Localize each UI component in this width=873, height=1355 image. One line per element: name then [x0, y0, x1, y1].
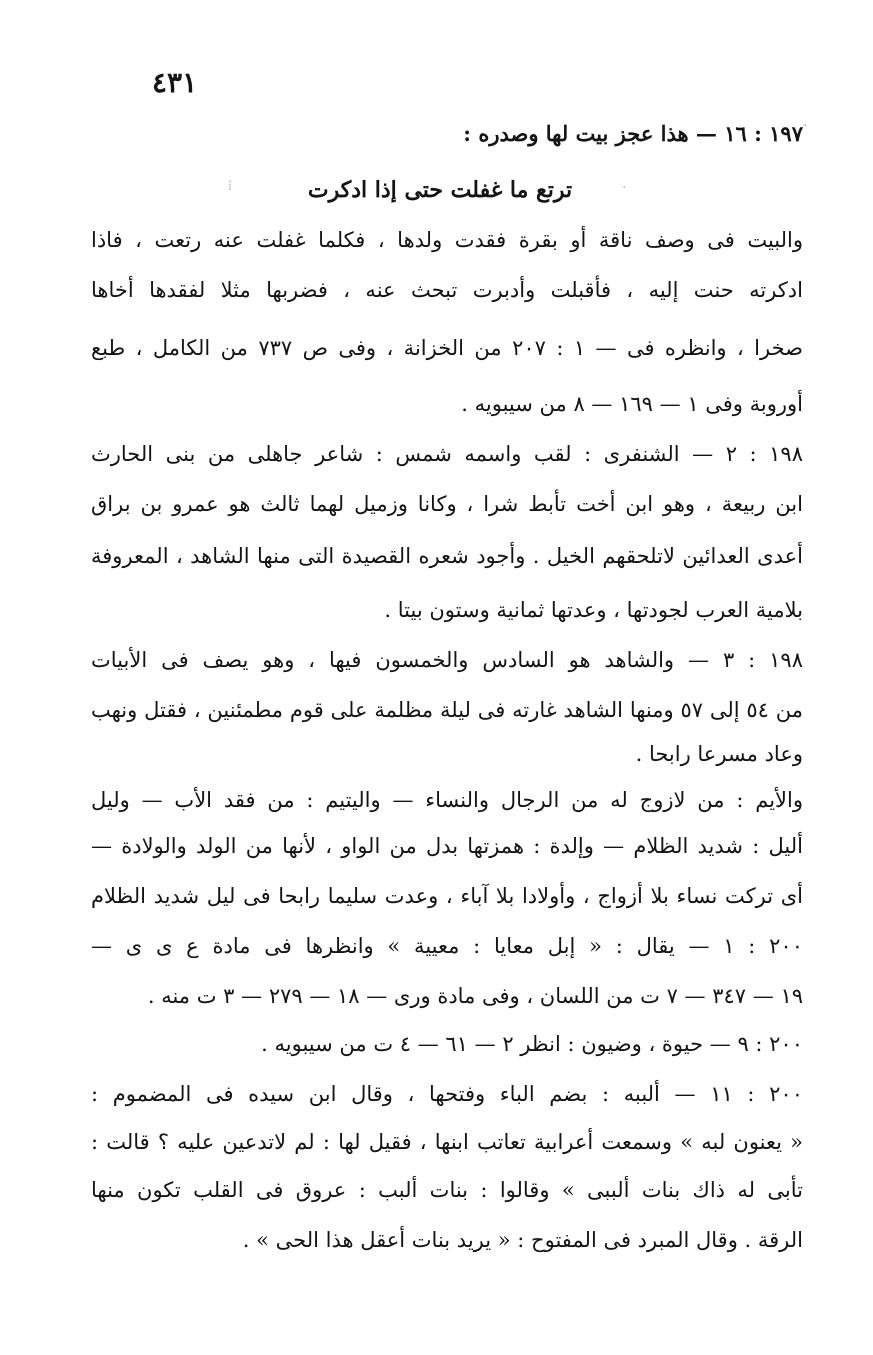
entry-198-3-line: من ٥٤ إلى ٥٧ ومنها الشاهد غارته فى ليلة مظلمة على قوم مطمئنين ، فقتل ونهب [91, 698, 803, 722]
scan-speck: · [803, 118, 808, 134]
entry-197-body-line: ادكرته حنت إليه ، فأقبلت وأدبرت تبحث عنه ، فضربها مثلا لفقدها أخاها [91, 278, 803, 302]
entry-197-body-line: صخرا ، وانظره فى — ١ : ٢٠٧ من الخزانة ، وفى ص ٧٣٧ من الكامل ، طبع [91, 336, 803, 360]
entry-198-2-line: بلامية العرب لجودتها ، وعدتها ثمانية وستون بيتا . [384, 598, 803, 622]
entry-200-11-line: تأبى له ذاك بنات ألببى » وقالوا : بنات ألبب : عروق فى القلب تكون منها [91, 1178, 803, 1202]
entry-198-3-line: وعاد مسرعا رابحا . [635, 742, 803, 766]
entry-198-2-line: ١٩٨ : ٢ — الشنفرى : لقب واسمه شمس : شاعر جاهلى من بنى الحارث [91, 442, 803, 466]
entry-198-gloss-line: والأيم : من لازوج له من الرجال والنساء — واليتيم : من فقد الأب — وليل [91, 788, 803, 812]
scan-speck: ⁞ [228, 178, 232, 194]
entry-200-11-line: ٢٠٠ : ١١ — ألببه : بضم الباء وفتحها ، وقال ابن سيده فى المضموم : [91, 1082, 803, 1106]
entry-197-verse: ترتع ما غفلت حتى إذا ادكرت [307, 177, 573, 203]
entry-198-gloss-line: أى تركت نساء بلا أزواج ، وأولادا بلا آباء ، وعدت سليما رابحا فى ليل شديد الظلام [91, 884, 803, 908]
entry-197-body-line: والبيت فى وصف ناقة أو بقرة فقدت ولدها ، فكلما غفلت عنه رتعت ، فاذا [91, 228, 803, 252]
entry-200-9-line: ٢٠٠ : ٩ — حيوة ، وضيون : انظر ٢ — ٦١ — ٤ ت من سيبويه . [261, 1032, 803, 1056]
entry-198-3-line: ١٩٨ : ٣ — والشاهد هو السادس والخمسون فيها ، وهو يصف فى الأبيات [91, 648, 803, 672]
entry-200-11-line: « يعنون لبه » وسمعت أعرابية تعاتب ابنها ، فقيل لها : لم لاتدعين عليه ؟ قالت : [91, 1130, 803, 1154]
entry-197-body-line: أوروبة وفى ١ — ١٦٩ — ٨ من سيبويه . [461, 392, 803, 416]
entry-198-2-line: أعدى العدائين لاتلحقهم الخيل . وأجود شعره القصيدة التى منها الشاهد ، المعروفة [91, 544, 803, 568]
entry-200-1-line: ٢٠٠ : ١ — يقال : « إبل معايا : معيية » وانظرها فى مادة ع ى ى — [91, 934, 803, 958]
scan-speck: · [622, 180, 627, 196]
entry-200-1-line: ١٩ — ٣٤٧ — ٧ ت من اللسان ، وفى مادة ورى — ١٨ — ٢٧٩ — ٣ ت منه . [147, 984, 803, 1008]
entry-197-heading: ١٩٧ : ١٦ — هذا عجز بيت لها وصدره : [463, 121, 803, 146]
page-number: ٤٣١ [152, 66, 198, 99]
entry-200-11-line: الرقة . وقال المبرد فى المفتوح : « يريد بنات أعقل هذا الحى » . [242, 1228, 803, 1252]
entry-198-2-line: ابن ربيعة ، وهو ابن أخت تأبط شرا ، وكانا وزميل لهما ثالث هو عمرو بن براق [91, 492, 803, 516]
entry-198-gloss-line: أليل : شديد الظلام — وإلدة : همزتها بدل من الواو ، لأنها من الولد والولادة — [91, 834, 803, 858]
